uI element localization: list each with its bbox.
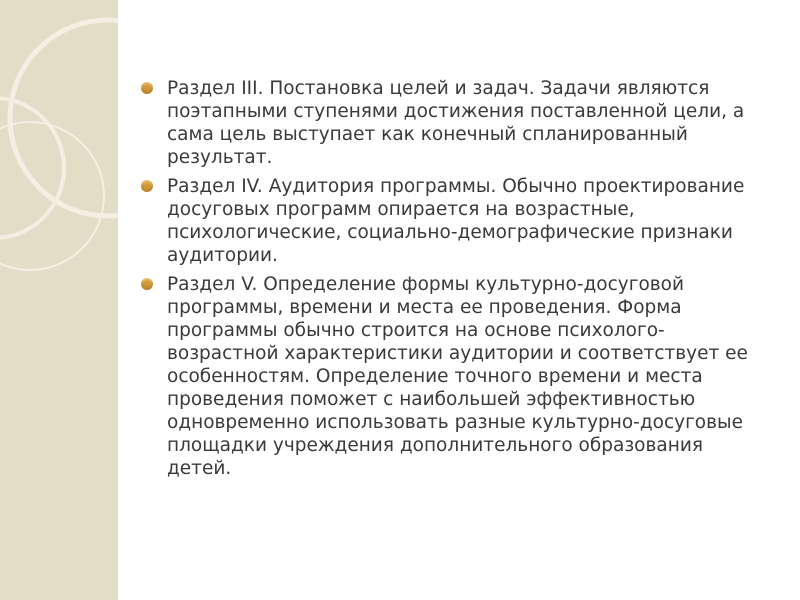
decorative-rings-icon xyxy=(0,0,118,600)
bullet-item-section-4 xyxy=(141,175,761,267)
bullet-item-section-5 xyxy=(141,273,761,480)
bullet-text: Раздел V. Определение формы культурно-досуговой программы, времени и места ее проведения. Форма программы обычно строится на основе психолого-возрастной характеристики аудитории и соответствует ее особенностям. Определение точного времени и места проведения поможет с наибольшей эффективностью одновременно использовать разные культурно-досуговые площадки учреждения дополнительного образования детей. xyxy=(167,274,748,479)
bullet-item-section-3 xyxy=(141,77,761,169)
bullet-icon xyxy=(141,82,153,94)
bullet-text: Раздел III. Постановка целей и задач. Задачи являются поэтапными ступенями достижения поставленной цели, а сама цель выступает как конечный спланированный результат. xyxy=(167,78,745,168)
bullet-text: Раздел IV. Аудитория программы. Обычно проектирование досуговых программ опирается на возрастные, психологические, социально-демографические признаки аудитории. xyxy=(167,176,745,266)
bullet-icon xyxy=(141,278,153,290)
bullet-list xyxy=(141,77,761,486)
decorative-side-panel xyxy=(0,0,118,600)
bullet-icon xyxy=(141,180,153,192)
